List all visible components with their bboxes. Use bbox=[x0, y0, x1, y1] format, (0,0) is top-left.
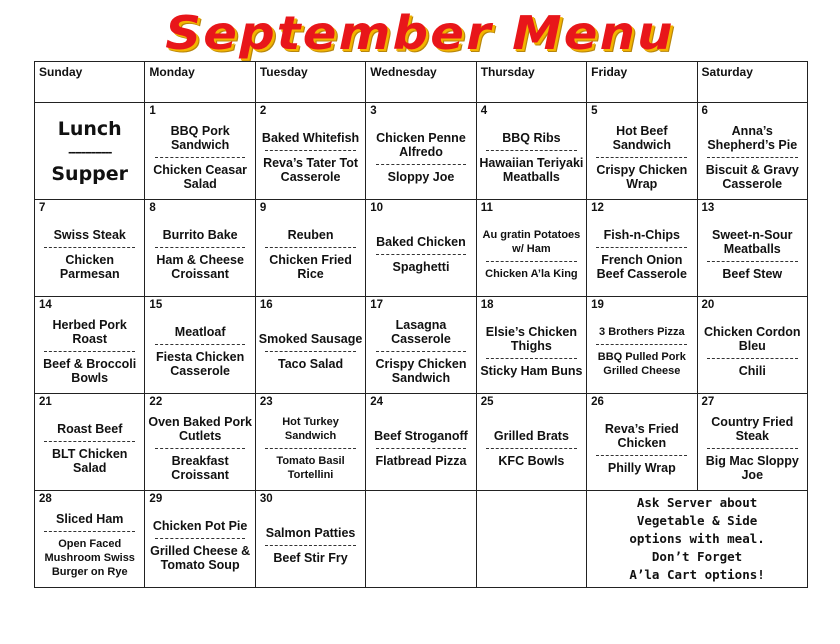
day-number: 17 bbox=[370, 299, 384, 311]
weekday-saturday: Saturday bbox=[697, 62, 807, 103]
note-line: options with meal. bbox=[629, 531, 765, 546]
divider bbox=[376, 448, 467, 449]
day-number: 21 bbox=[39, 396, 52, 408]
day-cell bbox=[587, 200, 697, 297]
divider bbox=[486, 448, 577, 449]
divider bbox=[596, 247, 687, 248]
divider bbox=[155, 344, 246, 345]
supper-item: BLT Chicken Salad bbox=[51, 446, 128, 475]
divider bbox=[707, 157, 798, 158]
note-cell bbox=[587, 491, 808, 588]
legend-supper: Supper bbox=[51, 162, 129, 185]
day-number: 22 bbox=[149, 396, 163, 408]
day-cell bbox=[35, 200, 145, 297]
lunch-item: Chicken Penne Alfredo bbox=[376, 130, 466, 159]
lunch-item: Meatloaf bbox=[174, 324, 226, 339]
lunch-item: Beef Stroganoff bbox=[374, 428, 468, 443]
day-cell bbox=[255, 200, 365, 297]
lunch-item: Country Fried Steak bbox=[711, 414, 794, 443]
day-number: 5 bbox=[591, 105, 598, 117]
empty-cell bbox=[476, 491, 586, 588]
week-row bbox=[35, 491, 808, 588]
day-number: 8 bbox=[149, 202, 156, 214]
day-cell bbox=[255, 491, 365, 588]
lunch-item: Salmon Patties bbox=[265, 525, 356, 540]
day-cell bbox=[145, 103, 255, 200]
supper-item: Ham & Cheese Croissant bbox=[156, 252, 244, 281]
menu-calendar bbox=[34, 61, 808, 588]
day-number: 24 bbox=[370, 396, 384, 408]
day-number: 7 bbox=[39, 202, 46, 214]
supper-item: French Onion Beef Casserole bbox=[596, 252, 687, 281]
day-number: 12 bbox=[591, 202, 604, 214]
weekday-friday: Friday bbox=[587, 62, 697, 103]
divider bbox=[707, 358, 798, 359]
divider bbox=[376, 254, 467, 255]
note-line: Vegetable & Side bbox=[636, 513, 758, 528]
weekday-thursday: Thursday bbox=[476, 62, 586, 103]
lunch-item: Baked Whitefish bbox=[261, 130, 360, 145]
day-number: 19 bbox=[591, 299, 604, 311]
divider bbox=[265, 351, 356, 352]
divider bbox=[707, 448, 798, 449]
lunch-item: Grilled Brats bbox=[493, 428, 569, 443]
day-cell bbox=[145, 200, 255, 297]
lunch-item: Reva’s Fried Chicken bbox=[604, 421, 679, 450]
lunch-item: Reuben bbox=[287, 227, 334, 242]
lunch-item: Anna’s Shepherd’s Pie bbox=[707, 123, 798, 152]
supper-item: Biscuit & Gravy Casserole bbox=[705, 162, 799, 191]
day-number: 29 bbox=[149, 493, 163, 505]
lunch-item: Elsie’s Chicken Thighs bbox=[485, 324, 578, 353]
divider bbox=[155, 538, 246, 539]
day-cell bbox=[145, 297, 255, 394]
supper-item: Sticky Ham Buns bbox=[480, 363, 583, 378]
supper-item: Breakfast Croissant bbox=[171, 453, 229, 482]
divider bbox=[707, 261, 798, 262]
day-cell bbox=[587, 297, 697, 394]
day-number: 9 bbox=[259, 202, 267, 214]
lunch-item: BBQ Pork Sandwich bbox=[170, 123, 230, 152]
day-cell bbox=[476, 103, 586, 200]
supper-item: Chili bbox=[738, 363, 766, 378]
day-number: 26 bbox=[591, 396, 604, 408]
lunch-item: Swiss Steak bbox=[53, 227, 126, 242]
lunch-item: Roast Beef bbox=[57, 421, 123, 436]
supper-item: Reva’s Tater Tot Casserole bbox=[263, 155, 359, 184]
divider bbox=[44, 441, 135, 442]
divider bbox=[265, 448, 356, 449]
supper-item: KFC Bowls bbox=[498, 453, 565, 468]
divider bbox=[596, 455, 687, 456]
lunch-item: Sliced Ham bbox=[56, 511, 124, 526]
supper-item: Chicken A’la King bbox=[485, 267, 578, 280]
note-line: A’la Cart options! bbox=[629, 567, 765, 582]
divider bbox=[486, 150, 577, 151]
day-cell bbox=[35, 491, 145, 588]
day-cell bbox=[366, 394, 476, 491]
day-cell bbox=[366, 297, 476, 394]
divider bbox=[44, 531, 135, 532]
weekday-sunday: Sunday bbox=[35, 62, 145, 103]
day-number: 3 bbox=[370, 105, 377, 117]
lunch-item: BBQ Ribs bbox=[502, 130, 561, 145]
day-cell bbox=[255, 103, 365, 200]
supper-item: Chicken Parmesan bbox=[59, 252, 120, 281]
divider bbox=[265, 247, 356, 248]
supper-item: Crispy Chicken Sandwich bbox=[375, 356, 467, 385]
note-line: Don’t Forget bbox=[651, 549, 743, 564]
lunch-item: Chicken Pot Pie bbox=[152, 518, 248, 533]
divider bbox=[44, 351, 135, 352]
day-number: 18 bbox=[480, 299, 494, 311]
supper-item: Chicken Ceasar Salad bbox=[153, 162, 248, 191]
divider bbox=[265, 150, 356, 151]
supper-item: Big Mac Sloppy Joe bbox=[705, 453, 799, 482]
day-number: 2 bbox=[259, 105, 267, 117]
day-cell bbox=[255, 297, 365, 394]
empty-cell bbox=[366, 491, 476, 588]
day-number: 11 bbox=[480, 202, 493, 214]
divider bbox=[155, 448, 246, 449]
supper-item: Beef & Broccoli Bowls bbox=[43, 356, 137, 385]
weekday-tuesday: Tuesday bbox=[255, 62, 365, 103]
divider bbox=[596, 344, 687, 345]
supper-item: Flatbread Pizza bbox=[375, 453, 467, 468]
supper-item: Crispy Chicken Wrap bbox=[596, 162, 688, 191]
lunch-item: Sweet-n-Sour Meatballs bbox=[711, 227, 793, 256]
day-cell bbox=[476, 297, 586, 394]
legend-cell bbox=[35, 103, 145, 200]
day-number: 10 bbox=[370, 202, 384, 214]
lunch-item: Hot Turkey Sandwich bbox=[282, 415, 339, 442]
lunch-item: Burrito Bake bbox=[162, 227, 238, 242]
day-number: 16 bbox=[259, 299, 273, 311]
weekday-header-row bbox=[35, 62, 808, 103]
day-number: 30 bbox=[259, 493, 273, 505]
divider bbox=[486, 261, 577, 262]
lunch-item: Smoked Sausage bbox=[258, 331, 363, 346]
weekday-monday: Monday bbox=[145, 62, 255, 103]
day-cell bbox=[145, 491, 255, 588]
divider bbox=[376, 351, 467, 352]
divider bbox=[44, 247, 135, 248]
day-number: 6 bbox=[701, 105, 708, 117]
supper-item: BBQ Pulled Pork Grilled Cheese bbox=[597, 350, 686, 377]
lunch-item: Baked Chicken bbox=[376, 234, 466, 249]
day-number: 15 bbox=[149, 299, 163, 311]
supper-item: Grilled Cheese & Tomato Soup bbox=[150, 543, 251, 572]
supper-item: Beef Stew bbox=[722, 266, 783, 281]
legend-lunch: Lunch bbox=[57, 117, 122, 140]
lunch-item: Au gratin Potatoes w/ Ham bbox=[482, 228, 581, 255]
day-number: 1 bbox=[149, 105, 156, 117]
supper-item: Tomato Basil Tortellini bbox=[276, 454, 345, 481]
day-cell bbox=[366, 200, 476, 297]
day-number: 27 bbox=[701, 396, 715, 408]
day-cell bbox=[697, 103, 807, 200]
week-row bbox=[35, 297, 808, 394]
lunch-item: Oven Baked Pork Cutlets bbox=[148, 414, 252, 443]
day-cell bbox=[476, 200, 586, 297]
day-number: 14 bbox=[39, 299, 52, 311]
supper-item: Spaghetti bbox=[392, 259, 450, 274]
week-row bbox=[35, 103, 808, 200]
lunch-item: Lasagna Casserole bbox=[391, 317, 451, 346]
divider bbox=[486, 358, 577, 359]
day-cell bbox=[366, 103, 476, 200]
supper-item: Sloppy Joe bbox=[387, 169, 455, 184]
week-row bbox=[35, 200, 808, 297]
day-cell bbox=[145, 394, 255, 491]
day-number: 13 bbox=[701, 202, 715, 214]
lunch-item: Chicken Cordon Bleu bbox=[703, 324, 801, 353]
day-number: 4 bbox=[480, 105, 488, 117]
supper-item: Fiesta Chicken Casserole bbox=[156, 349, 245, 378]
supper-item: Hawaiian Teriyaki Meatballs bbox=[479, 155, 584, 184]
lunch-item: Hot Beef Sandwich bbox=[612, 123, 671, 152]
day-number: 23 bbox=[259, 396, 273, 408]
day-cell bbox=[255, 394, 365, 491]
weekday-wednesday: Wednesday bbox=[366, 62, 476, 103]
day-number: 28 bbox=[39, 493, 52, 505]
divider bbox=[596, 157, 687, 158]
day-number: 25 bbox=[480, 396, 494, 408]
divider bbox=[265, 545, 356, 546]
legend-separator: ------------- bbox=[68, 143, 112, 159]
lunch-item: Herbed Pork Roast bbox=[52, 317, 127, 346]
supper-item: Chicken Fried Rice bbox=[269, 252, 352, 281]
day-cell bbox=[476, 394, 586, 491]
day-cell bbox=[697, 394, 807, 491]
day-cell bbox=[697, 297, 807, 394]
supper-item: Taco Salad bbox=[278, 356, 344, 371]
day-cell bbox=[587, 394, 697, 491]
divider bbox=[376, 164, 467, 165]
week-row bbox=[35, 394, 808, 491]
supper-item: Open Faced Mushroom Swiss Burger on Rye bbox=[44, 537, 135, 578]
supper-item: Philly Wrap bbox=[607, 460, 676, 475]
divider bbox=[155, 157, 246, 158]
day-cell bbox=[697, 200, 807, 297]
day-cell bbox=[587, 103, 697, 200]
supper-item: Beef Stir Fry bbox=[273, 550, 348, 565]
page-title: September Menu bbox=[165, 6, 675, 60]
lunch-item: Fish-n-Chips bbox=[603, 227, 681, 242]
lunch-item: 3 Brothers Pizza bbox=[599, 325, 685, 338]
day-cell bbox=[35, 394, 145, 491]
day-number: 20 bbox=[701, 299, 715, 311]
divider bbox=[155, 247, 246, 248]
note-line: Ask Server about bbox=[636, 495, 758, 510]
day-cell bbox=[35, 297, 145, 394]
